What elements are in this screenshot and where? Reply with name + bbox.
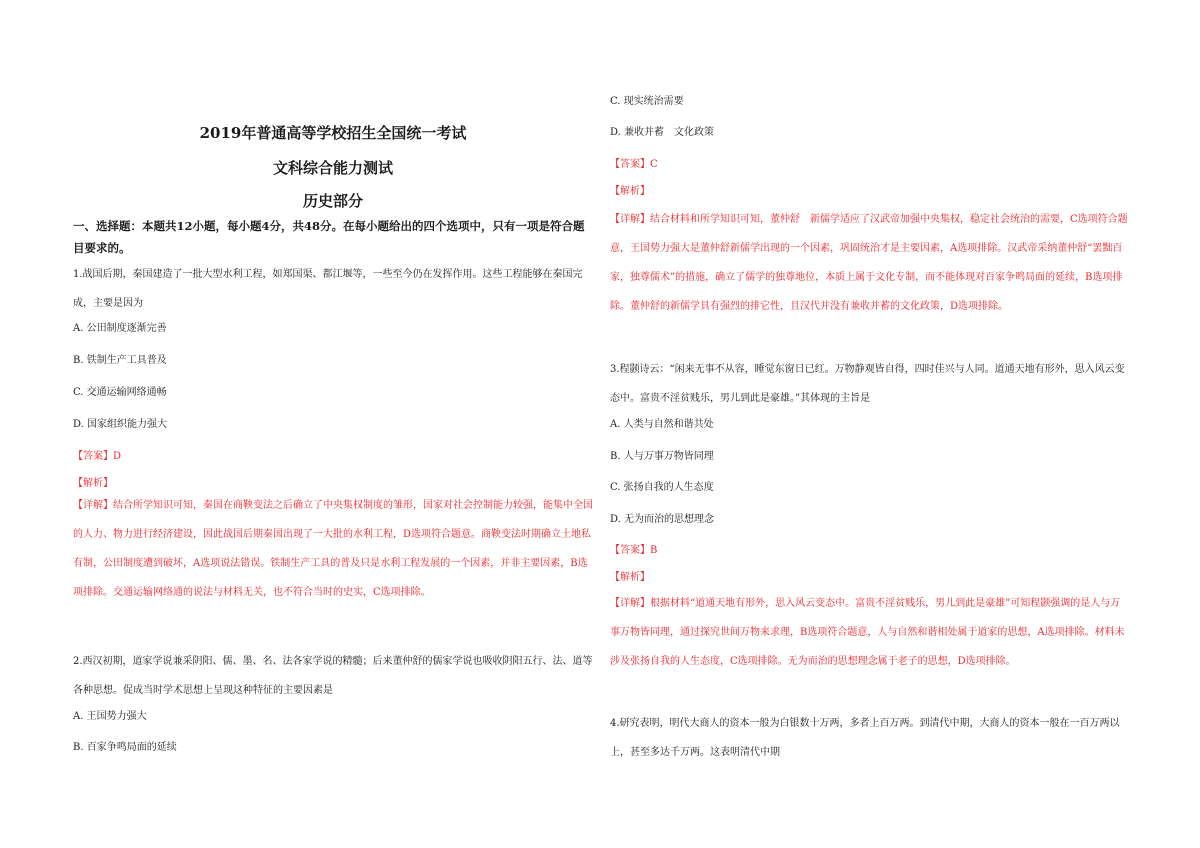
question-2-stem: 2.西汉初期，道家学说兼采阴阳、儒、墨、名、法各家学说的精髓；后来董仲舒的儒家学说也吸收阴阳五行、法、道等各种思想。促成当时学术思想上呈现这种特征的主要因素是 [73,656,593,696]
exam-subtitle: 文科综合能力测试 [272,159,393,177]
question-2-answer: 【答案】C [610,159,658,170]
question-3-stem: 3.程颢诗云：“闲来无事不从容，睡觉东窗日已红。万物静观皆自得，四时佳兴与人同。道通天地有形外，思入风云变态中。富贵不淫贫贱乐，男儿到此是豪雄。”其体现的主旨是 [610,364,1125,404]
question-3-option-a: A. 人类与自然和谐共处 [610,419,714,430]
question-2-explanation: 【详解】结合材料和所学知识可知，董仲舒 新儒学适应了汉武帝加强中央集权，稳定社会统治的需要，C选项符合题意，王国势力强大是董仲舒新儒学出现的一个因素，巩固统治才是主要因素，A选项排除。汉武帝采纳董仲舒“罢黜百家，独尊儒术”的措施，确立了儒学的独尊地位，本质上属于文化专制，而不能体现对百家争鸣局面的延续，B选项排除。董仲舒的新儒学具有强烈的排它性，且汉代并没有兼收并蓄的文化政策，D选项排除。 [610,214,1128,312]
question-2-option-c: C. 现实统治需要 [610,96,684,107]
question-1-option-c: C. 交通运输网络通畅 [73,387,167,398]
section-instructions: 一、选择题：本题共12小题，每小题4分，共48分。在每小题给出的四个选项中，只有一项是符合题目要求的。 [73,219,585,255]
question-1-analysis-label: 【解析】 [73,478,113,489]
question-2-option-b: B. 百家争鸣局面的延续 [73,742,177,753]
question-1-explanation: 【详解】结合所学知识可知，秦国在商鞅变法之后确立了中央集权制度的雏形，国家对社会控制能力较强，能集中全国的人力、物力进行经济建设，因此战国后期秦国出现了一大批的水利工程，D选项符合题意。商鞅变法时期确立土地私有制，公田制度遭到破坏，A选项说法错误。铁制生产工具的普及只是水利工程发展的一个因素，并非主要因素，B选项排除。交通运输网络通的说法与材料无关，也不符合当时的史实，C选项排除。 [73,500,593,598]
question-1-option-a: A. 公田制度逐渐完善 [73,323,167,334]
question-1-answer: 【答案】D [73,451,122,462]
question-2-analysis-label: 【解析】 [610,186,650,197]
question-3-analysis-label: 【解析】 [610,572,650,583]
question-3-option-d: D. 无为而治的思想理念 [610,514,715,525]
question-3-option-c: C. 张扬自我的人生态度 [610,482,714,493]
question-3-explanation: 【详解】根据材料“道通天地有形外，思入风云变态中。富贵不淫贫贱乐，男儿到此是豪雄”可知程颢强调的是人与万事万物皆同理，通过探究世间万物来求理，B选项符合题意，人与自然和谐相处属于道家的思想，A选项排除。材料未涉及张扬自我的人生态度，C选项排除。无为而治的思想理念属于老子的思想，D选项排除。 [610,598,1125,667]
question-4-stem: 4.研究表明，明代大商人的资本一般为白银数十万两，多者上百万两。到清代中期，大商人的资本一般在一百万两以上，甚至多达千万两。这表明清代中期 [610,718,1120,758]
question-1-stem: 1.战国后期，秦国建造了一批大型水利工程，如郑国渠、都江堰等，一些至今仍在发挥作用。这些工程能够在秦国完成，主要是因为 [73,269,583,309]
section-heading: 历史部分 [302,192,363,210]
question-2-option-a: A. 王国势力强大 [73,711,147,722]
question-3-answer: 【答案】B [610,545,658,556]
question-2-option-d: D. 兼收并蓄 文化政策 [610,127,715,138]
question-3-option-b: B. 人与万事万物皆同理 [610,451,714,462]
exam-title: 2019年普通高等学校招生全国统一考试 [199,124,467,142]
question-1-option-d: D. 国家组织能力强大 [73,419,168,430]
question-1-option-b: B. 铁制生产工具普及 [73,355,167,366]
